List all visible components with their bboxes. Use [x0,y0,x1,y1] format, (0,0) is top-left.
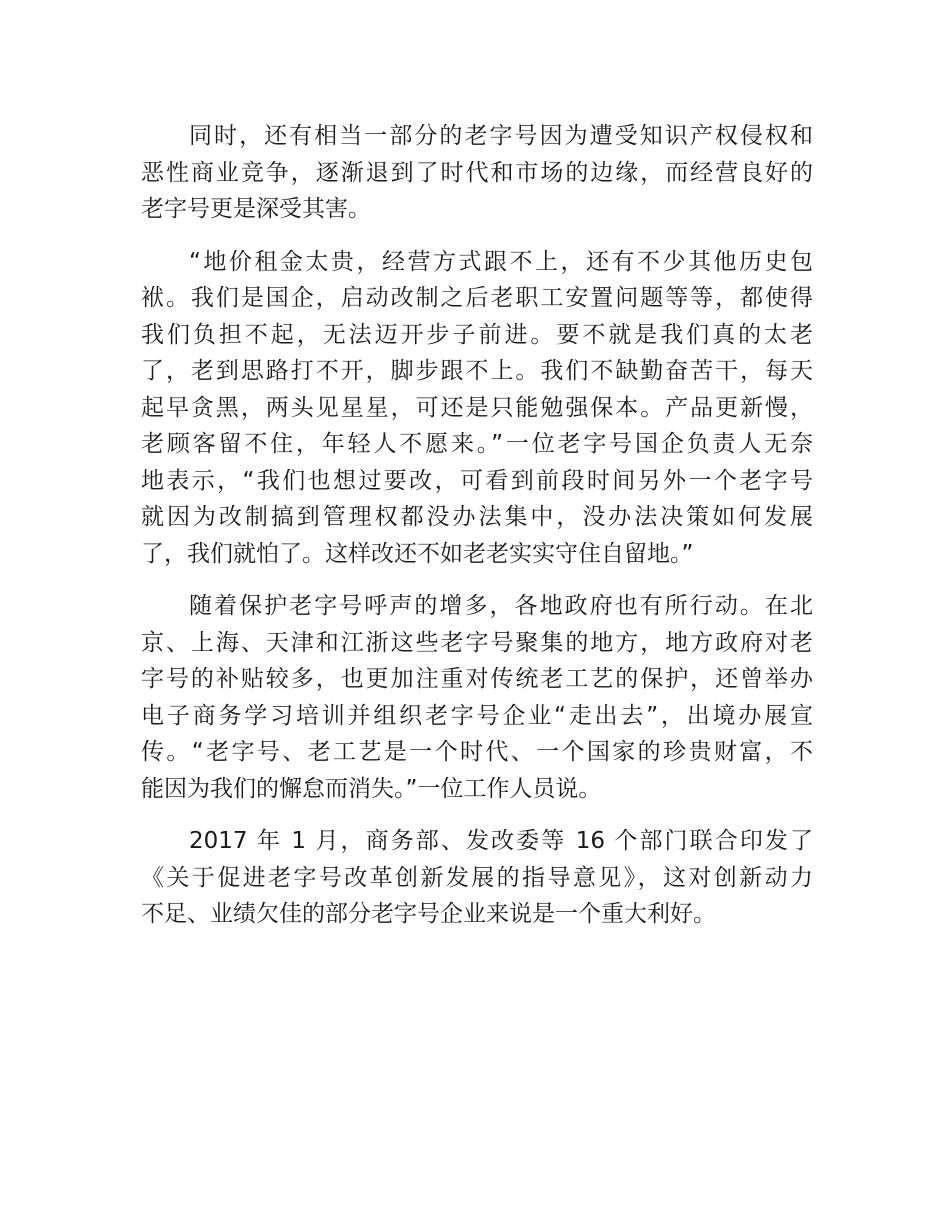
paragraph-1 [141,118,813,228]
text-line: “地价租金太贵，经营方式跟不上，还有不少其他历史包 [189,248,813,275]
text-line: 我们负担不起，无法迈开步子前进。要不就是我们真的太老 [141,321,813,348]
text-line: 了，我们就怕了。这样改还不如老老实实守住自留地。” [141,540,694,567]
text-line: 随着保护老字号呼声的增多，各地政府也有所行动。在北 [189,593,813,619]
article-body [141,118,813,949]
text-line: 2017 年 1 月，商务部、发改委等 16 个部门联合印发了 [189,828,813,854]
text-line: 袱。我们是国企，启动改制之后老职工安置问题等等，都使得 [141,285,813,311]
text-line: 同时，还有相当一部分的老字号因为遭受知识产权侵权和 [189,123,813,149]
text-line: 起早贪黑，两头见星星，可还是只能勉强保本。产品更新慢， [141,394,813,421]
text-line: 京、上海、天津和江浙这些老字号聚集的地方，地方政府对老 [141,629,813,656]
paragraph-3 [141,588,813,807]
text-line: 老顾客留不住，年轻人不愿来。”一位老字号国企负责人无奈 [141,431,813,457]
text-line: 就因为改制搞到管理权都没办法集中，没办法决策如何发展 [141,504,813,530]
text-line: 电子商务学习培训并组织老字号企业“走出去”，出境办展宣 [141,702,813,729]
paragraph-2 [141,244,813,573]
text-line: 《关于促进老字号改革创新发展的指导意见》，这对创新动力 [141,864,813,891]
text-line: 不足、业绩欠佳的部分老字号企业来说是一个重大利好。 [141,901,716,927]
text-line: 能因为我们的懈怠而消失。”一位工作人员说。 [141,775,602,802]
text-line: 字号的补贴较多，也更加注重对传统老工艺的保护，还曾举办 [141,666,813,692]
text-line: 了，老到思路打不开，脚步跟不上。我们不缺勤奋苦干，每天 [141,358,813,384]
text-line: 老字号更是深受其害。 [141,196,371,222]
text-line: 恶性商业竞争，逐渐退到了时代和市场的边缘，而经营良好的 [141,159,813,186]
text-line: 传。“老字号、老工艺是一个时代、一个国家的珍贵财富，不 [141,739,813,765]
paragraph-4 [141,823,813,933]
text-line: 地表示，“我们也想过要改，可看到前段时间另外一个老字号 [141,467,813,494]
